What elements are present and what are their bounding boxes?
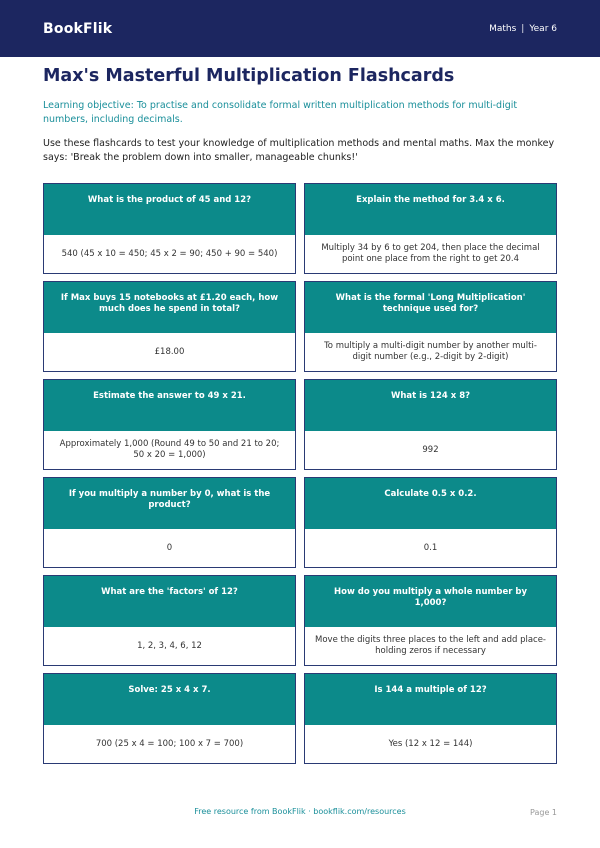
flashcard-answer: 700 (25 x 4 = 100; 100 x 7 = 700) — [44, 725, 295, 763]
top-header-bar — [0, 0, 600, 57]
flashcard[interactable] — [304, 575, 557, 666]
flashcard[interactable] — [43, 673, 296, 764]
page-number: Page 1 — [530, 808, 557, 817]
flashcard-question: What is the formal 'Long Multiplication' technique used for? — [305, 282, 556, 333]
breadcrumb-subject[interactable]: Maths — [489, 23, 517, 34]
flashcard-question: What is the product of 45 and 12? — [44, 184, 295, 235]
breadcrumb-year[interactable]: Year 6 — [529, 23, 557, 34]
page-title: Max's Masterful Multiplication Flashcards — [43, 66, 455, 86]
flashcard-answer: 0 — [44, 529, 295, 567]
flashcard-answer: 540 (45 x 10 = 450; 45 x 2 = 90; 450 + 90 = 540) — [44, 235, 295, 273]
flashcard-question: Explain the method for 3.4 x 6. — [305, 184, 556, 235]
flashcard-answer: Approximately 1,000 (Round 49 to 50 and 21 to 20; 50 x 20 = 1,000) — [44, 431, 295, 469]
flashcard[interactable] — [304, 281, 557, 372]
flashcard-question: Solve: 25 x 4 x 7. — [44, 674, 295, 725]
flashcard[interactable] — [43, 183, 296, 274]
brand-logo[interactable]: BookFlik — [43, 20, 113, 37]
flashcard-answer: To multiply a multi-digit number by another multi-digit number (e.g., 2-digit by 2-digit) — [305, 333, 556, 371]
flashcard-answer: Multiply 34 by 6 to get 204, then place the decimal point one place from the right to get 20.4 — [305, 235, 556, 273]
flashcard[interactable] — [304, 477, 557, 568]
breadcrumb-separator: | — [521, 23, 525, 34]
flashcard-question: Is 144 a multiple of 12? — [305, 674, 556, 725]
flashcard-question: What are the 'factors' of 12? — [44, 576, 295, 627]
breadcrumb — [489, 24, 557, 34]
flashcard-grid — [43, 183, 557, 764]
flashcard-question: How do you multiply a whole number by 1,000? — [305, 576, 556, 627]
flashcard-answer: 992 — [305, 431, 556, 469]
flashcard-question: If Max buys 15 notebooks at £1.20 each, how much does he spend in total? — [44, 282, 295, 333]
flashcard-question: If you multiply a number by 0, what is the product? — [44, 478, 295, 529]
flashcard[interactable] — [304, 183, 557, 274]
flashcard[interactable] — [304, 379, 557, 470]
flashcard[interactable] — [43, 281, 296, 372]
flashcard-question: Calculate 0.5 x 0.2. — [305, 478, 556, 529]
learning-objective: Learning objective: To practise and consolidate formal written multiplication methods for multi-digit numbers, including decimals. — [43, 100, 518, 125]
flashcard[interactable] — [43, 379, 296, 470]
flashcard-answer: Move the digits three places to the left and add place-holding zeros if necessary — [305, 627, 556, 665]
flashcard[interactable] — [43, 477, 296, 568]
flashcard-answer: 1, 2, 3, 4, 6, 12 — [44, 627, 295, 665]
flashcard-question: What is 124 x 8? — [305, 380, 556, 431]
flashcard[interactable] — [43, 575, 296, 666]
flashcard-answer: 0.1 — [305, 529, 556, 567]
flashcard[interactable] — [304, 673, 557, 764]
flashcard-question: Estimate the answer to 49 x 21. — [44, 380, 295, 431]
intro-text: Use these flashcards to test your knowledge of multiplication methods and mental maths. Max the monkey says: 'Break the problem down into smaller, manageable chunks!' — [43, 138, 555, 163]
footer-link[interactable]: Free resource from BookFlik · bookflik.com/resources — [194, 807, 406, 816]
flashcard-answer: Yes (12 x 12 = 144) — [305, 725, 556, 763]
flashcard-answer: £18.00 — [44, 333, 295, 371]
